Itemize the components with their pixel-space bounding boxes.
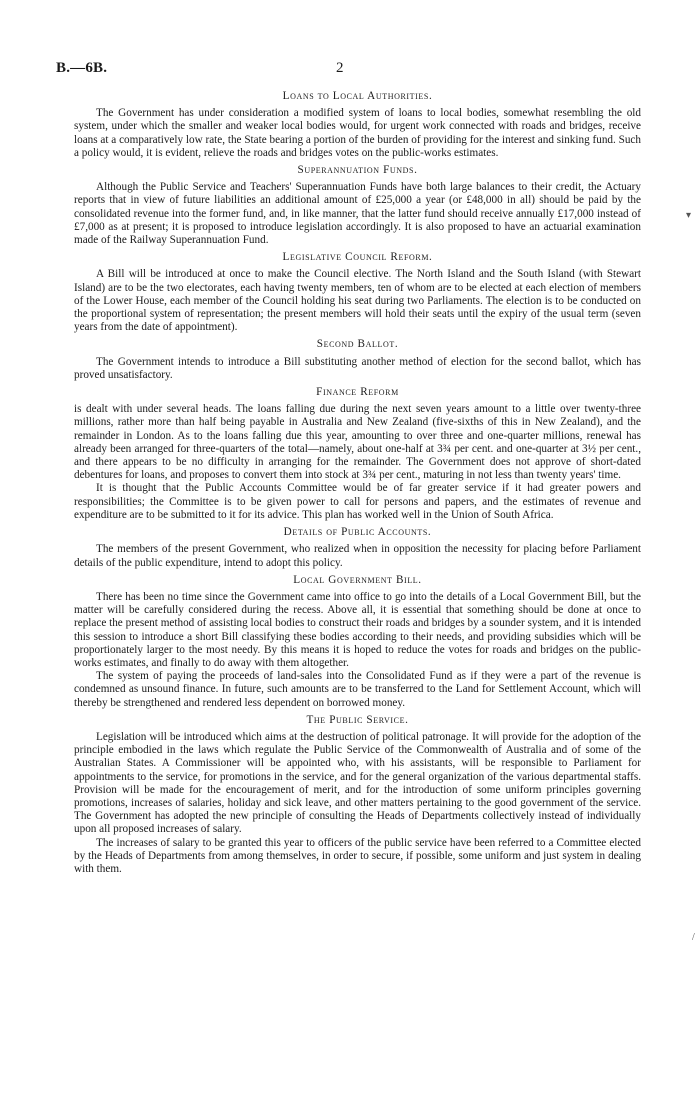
body-paragraph: is dealt with under several heads. The loans falling due during the next seven years amount to a little over twenty-three millions, rather more than half being payable in Australia and New Zealand (five-sixths of this in New Zealand), and the remainder in London. As to the loans falling due this year, amounting to over three and one-quarter millions, renewal has already been arranged for three-quarters of the total—namely, about one-half at 3¾ per cent. and one-quarter at 3½ per cent., and there appears to be no difficulty in arranging for the remainder. The Government does not approve of short-dated debentures for loans, and proposes to convert them into stock at 3¾ per cent., maturing in not less than twenty years' time. [74,403,641,482]
section-heading: Second Ballot. [316,338,399,351]
section-heading: Local Government Bill. [293,573,422,586]
body-paragraph: The system of paying the proceeds of land-sales into the Consolidated Fund as if they were a part of the revenue is condemned as unsound finance. In future, such amounts are to be transferred to the Land for Settlement Account, which will thereby be strengthened and rendered less dependent on borrowed money. [74,670,641,709]
body-paragraph: There has been no time since the Government came into office to go into the details of a Local Government Bill, but the matter will be carefully considered during the recess. Above all, it is essential that something should be done at once to replace the present method of assisting local bodies to construct their roads and bridges by a sounder system, and it is intended this session to introduce a short Bill classifying these bodies according to their needs, and providing subsidies which will be proportionately larger to the most needy. By this means it is hoped to reduce the votes for roads and bridges on the public-works estimates, and finally to do away with them altogether. [74,590,641,669]
section-heading: The Public Service. [306,713,409,726]
document-body [74,90,641,876]
margin-mark-icon: ▾ [686,210,692,221]
body-paragraph: A Bill will be introduced at once to make the Council elective. The North Island and the South Island (with Stewart Island) are to be the two electorates, each having twenty members, ten of whom are to be elected at each election of members of the Lower House, each member of the Council holding his seat during two Parliaments. The election is to be conducted on the proportional system of representation; the present members will hold their seats until the expiry of the usual term (seven years from the date of appointment). [74,268,641,334]
section-heading: Details of Public Accounts. [283,526,432,539]
body-paragraph: The members of the present Government, who realized when in opposition the necessity for placing before Parliament details of the public expenditure, intend to adopt this policy. [74,543,641,569]
section-heading: Loans to Local Authorities. [282,90,433,102]
body-paragraph: Legislation will be introduced which aims at the destruction of political patronage. It will provide for the adoption of the principle embodied in the laws which regulate the Public Service of the Commonwealth of Australia and of some of the Australian States. A Commissioner will be appointed who, with his assistants, will be responsible to Parliament for appointments to the service, for promotions in the service, and for the general organization of the various departmental staffs. Provision will be made for the encouragement of merit, and for the introduction of some uniform principles governing promotions, increases of salaries, holiday and sick leave, and other matters pertaining to the good government of the service. The Government has adopted the new principle of consulting the Heads of Departments collectively instead of individually upon all proposed increases of salary. [74,730,641,836]
document-reference: B.—6B. [56,60,108,76]
section-heading: Legislative Council Reform. [282,251,433,264]
body-paragraph: The increases of salary to be granted this year to officers of the public service have been referred to a Committee elected by the Heads of Departments from among themselves, in order to secure, if possible, some uniform and just system in dealing with them. [74,836,641,875]
body-paragraph: The Government intends to introduce a Bill substituting another method of election for the second ballot, which has proved unsatisfactory. [74,355,641,381]
body-paragraph: Although the Public Service and Teachers' Superannuation Funds have both large balances to their credit, the Actuary reports that in view of future liabilities an additional amount of £25,000 a year (or £48,000 in all) should be paid by the consolidated revenue into the former fund, and, in like manner, that the latter fund should receive annually £17,000 instead of £7,000 as at present; it is proposed to introduce legislation accordingly. It is also proposed to have an actuarial examination made of the Railway Superannuation Fund. [74,181,641,247]
page-number: 2 [336,60,344,76]
body-paragraph: It is thought that the Public Accounts Committee would be of far greater service if it had greater powers and responsibilities; the Committee is to be given power to call for persons and papers, and the estimates of revenue and expenditure are to be submitted to it for its advice. This plan has worked well in the Union of South Africa. [74,482,641,521]
section-heading: Finance Reform [316,386,399,399]
section-heading: Superannuation Funds. [297,164,418,177]
margin-tick-icon: / [692,932,695,943]
body-paragraph: The Government has under consideration a modified system of loans to local bodies, somewhat resembling the old system, under which the smaller and weaker local bodies would, for urgent work connected with roads and bridges, receive loans at a comparatively low rate, the State bearing a portion of the burden of providing for the interest and sinking fund. Such a policy would, it is evident, relieve the roads and bridges votes on the public-works estimates. [74,107,641,159]
